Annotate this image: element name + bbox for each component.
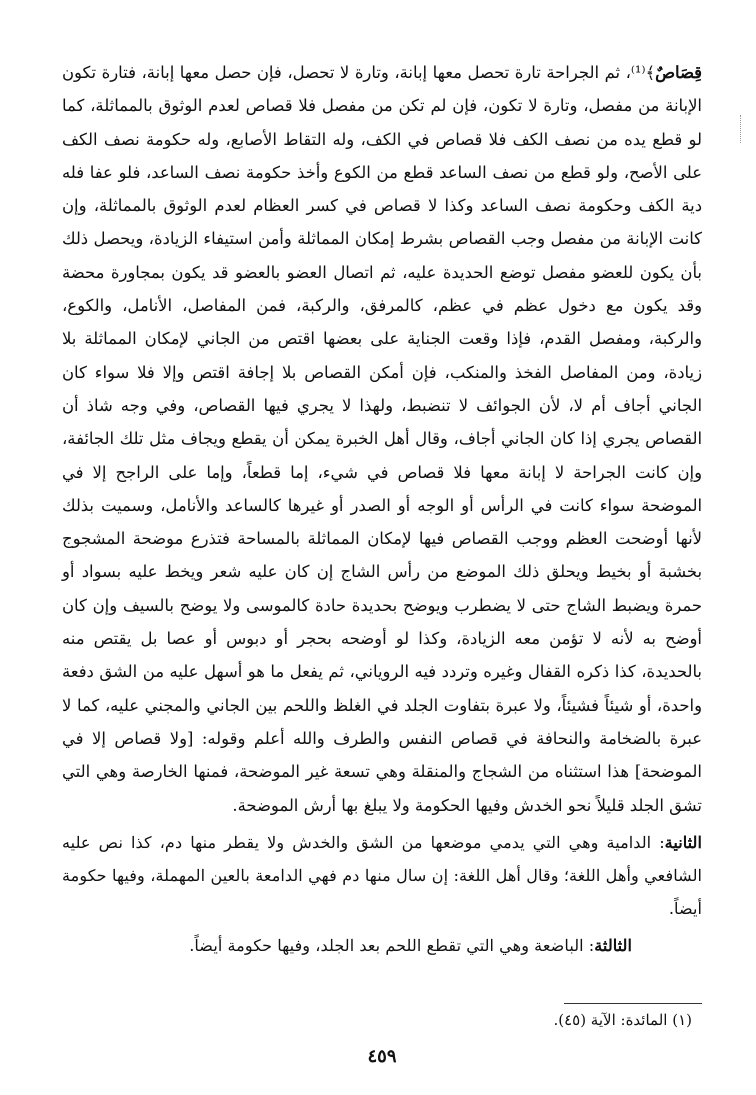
footnote-reference: ﴾⁽¹⁾: [630, 63, 656, 82]
paragraph-text: : الباضعة وهي التي تقطع اللحم بعد الجلد، وفيها حكومة أيضاً.: [189, 936, 595, 956]
paragraph-second-wound: [62, 826, 702, 925]
page-content: [62, 56, 702, 1066]
paragraph-text: ، ثم الجراحة تارة تحصل معها إبانة، وتارة لا تحصل، فإن حصل معها إبانة، فتارة تكون الإبانة من مفصل، وتارة لا تكون، فإن لم تكن من مفصل فلا قصاص لعدم الوثوق بالمماثلة، كما لو قطع يده من نصف الكف فلا قصاص في الكف، وله التقاط الأصابع، وله حكومة نصف الكف على الأصح، ولو قطع من نصف الساعد قطع من الكوع وأخذ حكومة نصف الساعد، فلو عفا فله دية الكف وحكومة نصف الساعد وكذا لا قصاص في كسر العظام لعدم الوثوق بالمماثلة، وإن كانت الإبانة من مفصل وجب القصاص بشرط إمكان المماثلة وأمن استيفاء الزيادة، ويحصل ذلك بأن يكون للعضو مفصل توضع الحديدة عليه، ثم اتصال العضو بالعضو قد يكون بمجاورة محضة وقد يكون مع دخول عظم في عظم، كالمرفق، والركبة، فمن المفاصل، الأنامل، والكوع، والركبة، ومفصل القدم، فإذا وقعت الجناية على بعضها اقتص من الجاني لإمكان المماثلة بلا زيادة، ومن المفاصل الفخذ والمنكب، فإن أمكن القصاص بلا إجافة اقتص وإلا فلا سواء كان الجاني أجاف أم لا، لأن الجوائف لا تنضبط، ولهذا لا يجري فيها القصاص، وفي وجه شاذ أن القصاص يجري إذا كان الجاني أجاف، وقال أهل الخبرة يمكن أن يقطع ويجاف مثل تلك الجائفة، وإن كانت الجراحة لا إبانة معها فلا قصاص في شيء، إما قطعاً، وإما على الراجح إلا في الموضحة سواء كانت في الرأس أو الوجه أو الصدر أو غيرها كالساعد والأنامل، وسميت بذلك لأنها أوضحت العظم ووجب القصاص فيها لإمكان المماثلة بالمساحة فتذرع موضحة المشجوج بخشبة أو بخيط ويحلق ذلك الموضع من رأس الشاج إن كان عليه شعر ويخط عليه بسواد أو حمرة ويضبط الشاج حتى لا يضطرب ويوضح بحديدة حادة كالموسى ولا يوضح بالسيف وإن كان أوضح به لأنه لا تؤمن معه الزيادة، وكذا لو أوضحه بحجر أو دبوس أو عصا بل يقتص منه بالحديدة، كذا ذكره القفال وغيره وتردد فيه الروياني، ثم يفعل ما هو أسهل عليه من الشق دفعة واحدة، أو شيئاً فشيئاً، ولا عبرة بتفاوت الجلد في الغلظ واللحم بين الجاني والمجني عليه، كما لا عبرة بالضخامة والنحافة في قصاص النفس والطرف والله أعلم وقوله: [ولا قصاص إلا في الموضحة] هذا استثناه من الشجاج والمنقلة وهي تسعة غير الموضحة، فمنها الخارصة وهي التي تشق الجلد قليلاً نحو الخدش وفيها الحكومة ولا يبلغ بها أرش الموضحة.: [62, 63, 702, 815]
paragraph-text: : الدامية وهي التي يدمي موضعها من الشق والخدش ولا يقطر منها دم، كذا نص عليه الشافعي وأهل اللغة؛ وقال أهل اللغة: إن سال منها دم فهي الدامعة بالعين المهملة، وفيها حكومة أيضاً.: [62, 832, 702, 919]
quran-verse-fragment: قِصَاصٌ: [655, 63, 702, 82]
paragraph-third-wound: [62, 929, 702, 962]
term-second: الثانية: [664, 832, 702, 852]
paragraph-qisas-wounds: [62, 56, 702, 822]
footnote-separator: [564, 1003, 702, 1004]
margin-mark: [740, 115, 743, 143]
term-third: الثالثة: [594, 936, 632, 956]
footnote: (١) المائدة: الآية (٤٥).: [553, 1011, 692, 1029]
page-number: ٤٥٩: [367, 1046, 397, 1067]
